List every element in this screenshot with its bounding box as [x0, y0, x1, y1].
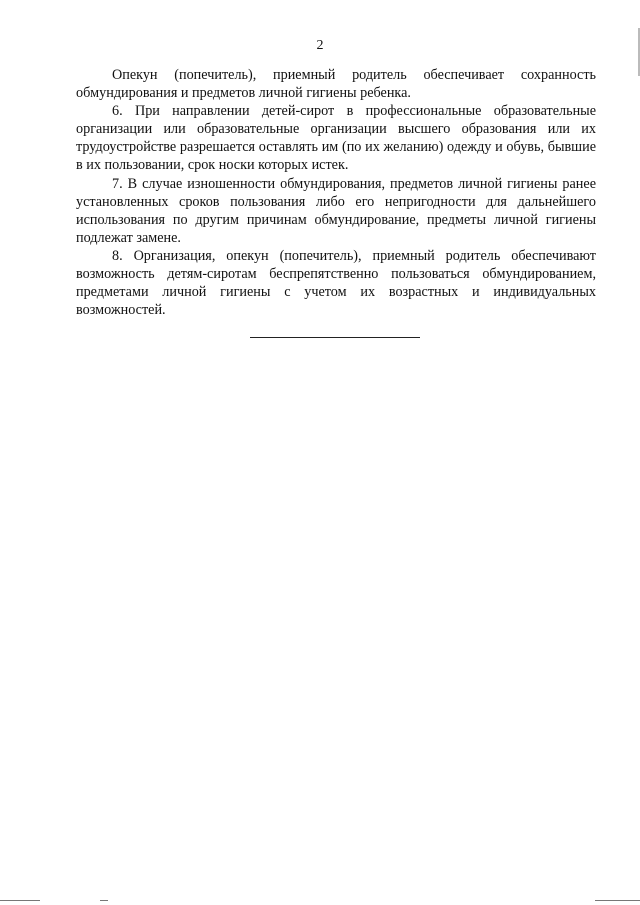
paragraph-item-7: 7. В случае изношенности обмундирования, предметов личной гигиены ранее установленных сроков пользования либо его непригодности для дальнейшего использования по другим причинам обмундирование, предметы личной гигиены подлежат замене.: [76, 175, 596, 246]
page-number: 2: [316, 38, 324, 53]
paragraph-guardian-responsibility: Опекун (попечитель), приемный родитель обеспечивает сохранность обмундирования и предметов личной гигиены ребенка.: [76, 67, 596, 102]
scan-bottom-mark-left: [0, 900, 40, 901]
document-body: [76, 66, 596, 319]
paragraph-item-6: 6. При направлении детей-сирот в профессиональные образовательные организации или образовательные организации высшего образования или их трудоустройстве разрешается оставлять им (по их желанию) одежду и обувь, бывшие в их пользовании, срок носки которых истек.: [76, 103, 596, 174]
end-of-text-separator: [250, 337, 420, 338]
paragraph-item-8: 8. Организация, опекун (попечитель), приемный родитель обеспечивают возможность детям-сиротам беспрепятственно пользоваться обмундированием, предметами личной гигиены с учетом их возрастных и индивидуальных возможностей.: [76, 247, 596, 319]
scan-bottom-mark-right: [595, 900, 640, 901]
scan-bottom-mark-center: [100, 900, 108, 901]
